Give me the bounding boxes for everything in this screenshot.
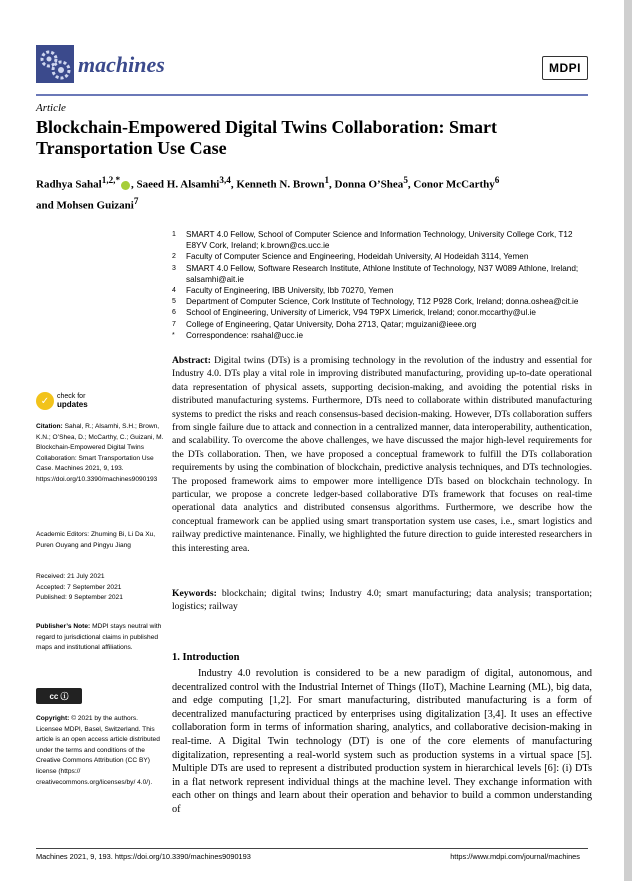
journal-name: machines — [78, 52, 165, 77]
journal-logo-gears-icon — [36, 45, 74, 83]
cc-by-license-icon[interactable]: cc ⓘ — [36, 688, 82, 704]
affiliation-item: 3 SMART 4.0 Fellow, Software Research Institute, Athlone Institute of Technology, N37 W089 Athlone, Ireland; salsamhi@ait.ie — [172, 263, 579, 284]
affiliation-item: 1 SMART 4.0 Fellow, School of Computer Science and Information Technology, University College Cork, T12 E8YV Cork, Ireland; k.brown@cs.ucc.ie — [172, 230, 573, 251]
academic-editors: Academic Editors: Zhuming Bi, Li Da Xu, Puren Ouyang and Pingyu Jiang — [36, 531, 156, 549]
header-divider — [36, 94, 588, 96]
keywords — [172, 587, 592, 614]
citation: Citation: Sahal, R.; Alsamhi, S.H.; Brown, K.N.; O’Shea, D.; McCarthy, C.; Guizani, M. Blockchain-Empowered Digital Twins Collaboration: Smart Transportation Use Case. Machines 2021, 9, 193. https://doi.org/10.3390/machines9090193 — [36, 423, 164, 483]
author[interactable]: Conor McCarthy — [413, 178, 495, 191]
orcid-icon[interactable] — [121, 181, 130, 190]
affiliations — [172, 229, 592, 341]
affiliation-item: 2 Faculty of Computer Science and Engineering, Hodeidah University, Al Hodeidah 3114, Yemen — [172, 252, 529, 262]
footer-citation[interactable]: Machines 2021, 9, 193. https://doi.org/10.3390/machines9090193 — [36, 852, 251, 861]
footer-divider — [36, 848, 588, 849]
introduction-paragraph: Industry 4.0 revolution is considered to be a new paradigm of digital, autonomous, and decentralized control with the Industrial Internet of Things (IIoT), Machine Learning (ML), big data, and edge computing [1,2]. For smart manufacturing, distributed manufacturing is a form of decentralized manufacturing practiced by enterprises using digitalization [3,4]. It uses an effective collaboration form in terms of information sharing, analytics, and collaborative decision-making in real-time. A Digital Twin technology (DT) is one of the core elements of manufacturing digitalization, representing a real-world system such as production systems in a virtual space [5]. Multiple DTs are used to represent a distributed production system in hierarchical levels [6]: (i) DTs in a flat network represent individual things at the machine level. They exchange information with each other on things and learn about their operation and behavior to build a common understanding of — [172, 668, 592, 815]
check-icon: ✓ — [36, 392, 54, 410]
copyright: Copyright: © 2021 by the authors. Licensee MDPI, Basel, Switzerland. This article is an open access article distributed under the terms and conditions of the Creative Commons Attribution (CC BY) license (https:// creativecommons.org/licenses/by/ 4.0/). — [36, 715, 160, 786]
check-for-updates-badge[interactable]: ✓ check for updates — [36, 392, 88, 410]
article-type: Article — [36, 102, 66, 114]
author[interactable]: Radhya Sahal — [36, 178, 102, 191]
keywords-text: blockchain; digital twins; Industry 4.0; smart manufacturing; data analysis; transportation; logistics; railway — [172, 588, 592, 613]
author[interactable]: and Mohsen Guizani — [36, 199, 134, 212]
correspondence: * Correspondence: rsahal@ucc.ie — [172, 330, 304, 340]
affiliation-item: 6 School of Engineering, University of Limerick, V94 T9PX Limerick, Ireland; conor.mccarthy@ul.ie — [172, 308, 536, 318]
author[interactable]: Kenneth N. Brown — [236, 178, 325, 191]
footer-journal-link[interactable]: https://www.mdpi.com/journal/machines — [450, 852, 580, 861]
author[interactable]: Donna O’Shea — [334, 178, 404, 191]
keywords-label: Keywords: — [172, 588, 217, 599]
affiliation-item: 5 Department of Computer Science, Cork Institute of Technology, T12 P928 Cork, Ireland; donna.oshea@cit.ie — [172, 297, 579, 307]
abstract-text: Digital twins (DTs) is a promising technology in the revolution of the industry and essential for Industry 4.0. DTs play a vital role in improving distributed manufacturing, providing up-to-date operational data representation of physical assets, supporting decision-making, and avoiding the potential risks in distributed manufacturing systems. Furthermore, DTs need to collaborate within distributed manufacturing systems to predict the risks and reach consensus-based decision-making. However, DTs collaboration suffers from single failure due to attack and connection in a centralized manner, data interoperability, authentication, and scalability. To overcome the above challenges, we have discussed the major high-level requirements for the DTs collaboration. Then, we have proposed a conceptual framework to fulfill the DTs collaboration requirements by using the combination of blockchain, predictive analysis techniques, and DTs technologies. The proposed framework aims to empower more intelligence DTs based on blockchain technology. In particular, we propose a concrete ledger-based collaborative DTs framework that focuses on real-time operational data analytics and distributed consensus algorithms. Furthermore, we describe how the conceptual framework can be applied using smart transportation system use cases, i.e., smart logistics and railway predictive maintenance. Finally, we highlighted the future direction to guide interested researchers in this interesting area. — [172, 355, 592, 554]
dates: Received: 21 July 2021 Accepted: 7 September 2021 Published: 9 September 2021 — [36, 573, 123, 602]
affiliation-item: 4 Faculty of Engineering, IBB University, Ibb 70270, Yemen — [172, 286, 394, 296]
abstract-label: Abstract: — [172, 355, 211, 366]
affiliation-item: 7 College of Engineering, Qatar University, Doha 2713, Qatar; mguizani@ieee.org — [172, 319, 477, 329]
publisher-note: Publisher’s Note: MDPI stays neutral with regard to jurisdictional claims in published maps and institutional affiliations. — [36, 623, 162, 652]
author-list: Radhya Sahal$^{1,2,*}$ , Saeed H. Alsamhi$^{3,4}$, Kenneth N. Brown$^1$, Donna O’Shea$^5$, Conor McCarthy$^6$ and Mohsen Guizani$^7$ — [36, 175, 500, 212]
abstract — [172, 354, 592, 555]
paper-title: Blockchain-Empowered Digital Twins Collaboration: Smart Transportation Use Case — [36, 117, 498, 158]
section-heading: 1. Introduction — [172, 652, 240, 663]
page-edge-shadow — [624, 0, 632, 881]
author[interactable]: Saeed H. Alsamhi — [136, 178, 220, 191]
mdpi-logo: MDPI — [542, 56, 588, 80]
